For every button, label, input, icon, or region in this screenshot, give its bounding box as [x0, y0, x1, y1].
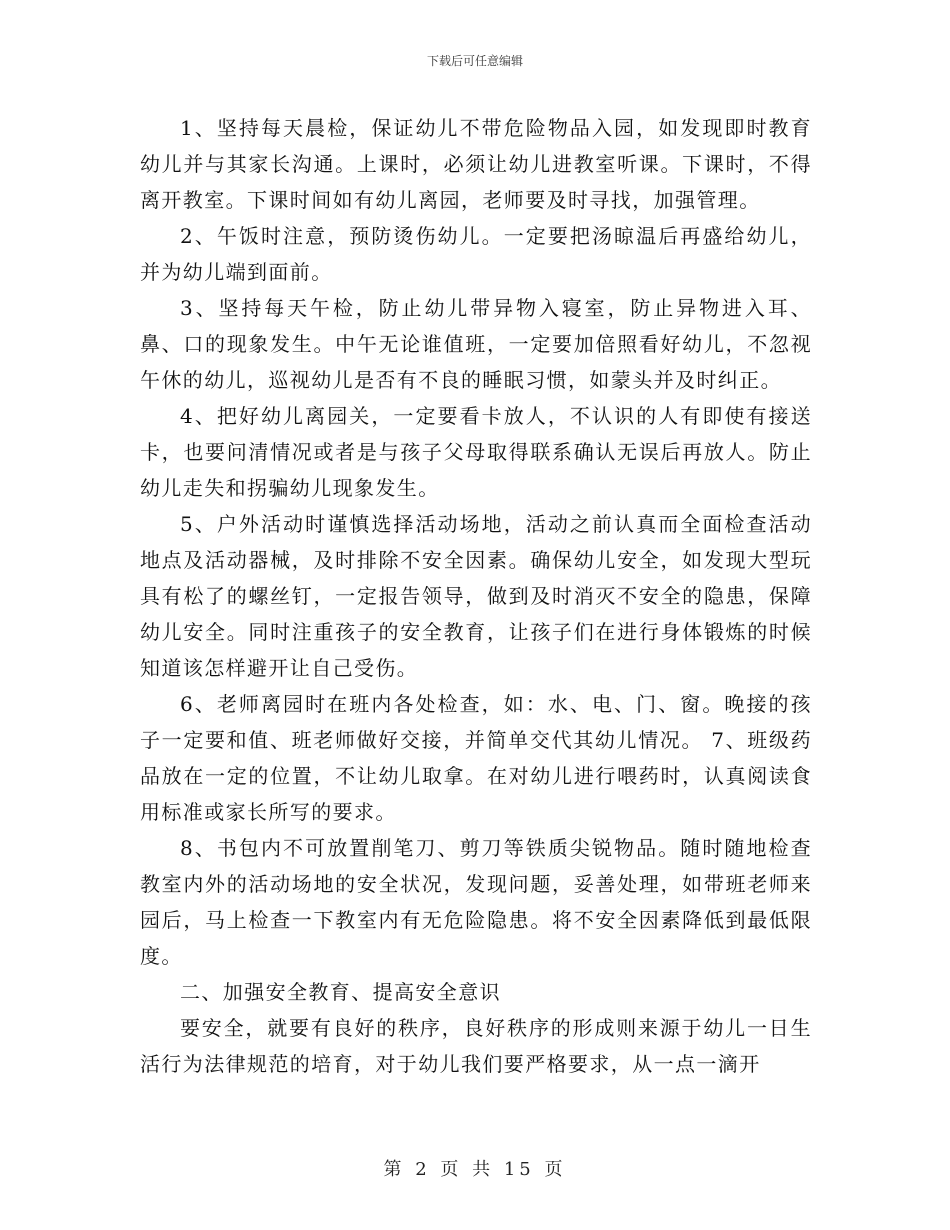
- document-body: [140, 110, 812, 1082]
- page-header: 下载后可任意编辑: [426, 54, 523, 68]
- page-footer: 第 2 页 共 15 页: [383, 1159, 567, 1180]
- paragraph-safety-order: 要安全，就要有良好的秩序，良好秩序的形成则来源于幼儿一日生活行为法律规范的培育，对于幼儿我们要严格要求，从一点一滴开: [140, 1016, 812, 1076]
- paragraph-item-5: 5、户外活动时谨慎选择活动场地，活动之前认真而全面检查活动地点及活动器械，及时排除不安全因素。确保幼儿安全，如发现大型玩具有松了的螺丝钉，一定报告领导，做到及时消灭不安全的隐患，保障幼儿安全。同时注重孩子的安全教育，让孩子们在进行身体锻炼的时候知道该怎样避开让自己受伤。: [140, 512, 812, 680]
- section-heading: 二、加强安全教育、提高安全意识: [180, 980, 501, 1004]
- paragraph-item-1: 1、坚持每天晨检，保证幼儿不带危险物品入园，如发现即时教育幼儿并与其家长沟通。上课时，必须让幼儿进教室听课。下课时，不得离开教室。下课时间如有幼儿离园，老师要及时寻找，加强管理。: [140, 116, 812, 212]
- paragraph-item-8: 8、书包内不可放置削笔刀、剪刀等铁质尖锐物品。随时随地检查教室内外的活动场地的安全状况，发现问题，妥善处理，如带班老师来园后，马上检查一下教室内有无危险隐患。将不安全因素降低到最低限度。: [140, 836, 812, 968]
- paragraph-item-2: 2、午饭时注意，预防烫伤幼儿。一定要把汤晾温后再盛给幼儿，并为幼儿端到面前。: [140, 224, 812, 284]
- paragraph-item-3: 3、坚持每天午检，防止幼儿带异物入寝室，防止异物进入耳、鼻、口的现象发生。中午无论谁值班，一定要加倍照看好幼儿，不忽视午休的幼儿，巡视幼儿是否有不良的睡眠习惯，如蒙头并及时纠正。: [140, 296, 812, 392]
- paragraph-item-4: 4、把好幼儿离园关，一定要看卡放人，不认识的人有即使有接送卡，也要问清情况或者是与孩子父母取得联系确认无误后再放人。防止幼儿走失和拐骗幼儿现象发生。: [140, 404, 812, 500]
- paragraph-item-6-7: 6、老师离园时在班内各处检查，如：水、电、门、窗。晚接的孩子一定要和值、班老师做好交接，并简单交代其幼儿情况。 7、班级药品放在一定的位置，不让幼儿取拿。在对幼儿进行喂药时，认真阅读食用标准或家长所写的要求。: [140, 692, 812, 824]
